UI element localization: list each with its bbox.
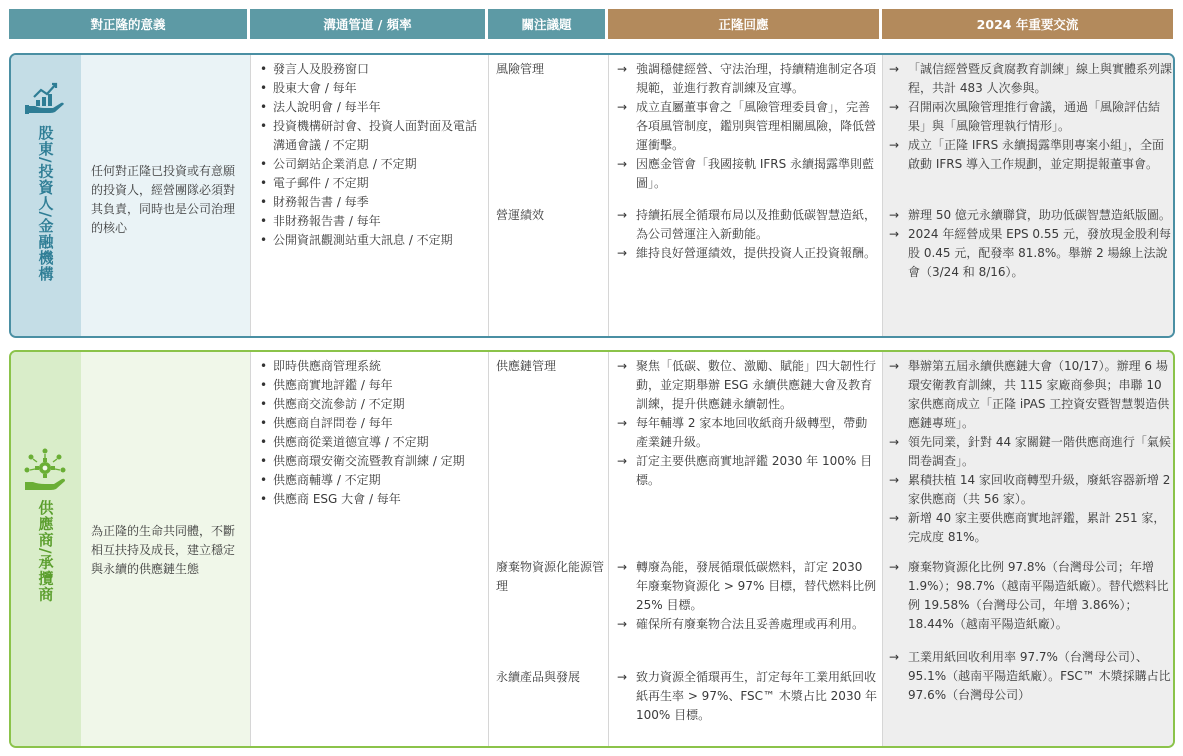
response-item: → 致力資源全循環再生，訂定每年工業用紙回收紙再生率 > 97%、FSC™ 木漿占比 2030 年 100% 目標。 bbox=[616, 668, 878, 725]
response-item: → 訂定主要供應商實地評鑑 2030 年 100% 目標。 bbox=[616, 452, 878, 490]
exchanges-risk-management bbox=[888, 60, 1172, 174]
response-item: → 轉廢為能，發展循環低碳燃料，訂定 2030 年廢棄物資源化 > 97% 目標，替代燃料比例 25% 目標。 bbox=[616, 558, 878, 615]
response-risk-management bbox=[616, 60, 878, 193]
shareholders-channels bbox=[259, 60, 487, 250]
channel-item: • 供應商輔導 / 不定期 bbox=[259, 471, 487, 490]
exchange-item: → 領先同業，針對 44 家關鍵一階供應商進行「氣候問卷調查」。 bbox=[888, 433, 1172, 471]
channel-item: • 供應商從業道德宣導 / 不定期 bbox=[259, 433, 487, 452]
response-item: → 聚焦「低碳、數位、激勵、賦能」四大韌性行動，並定期舉辦 ESG 永續供應鏈大會及教育訓練，提升供應鏈永續韌性。 bbox=[616, 357, 878, 414]
exchange-item: → 新增 40 家主要供應商實地評鑑，累計 251 家，完成度 81%。 bbox=[888, 509, 1172, 547]
shareholders-block bbox=[9, 53, 1175, 338]
shareholders-category-label: 股東/投資人/金融機構 bbox=[36, 125, 55, 282]
shareholders-category bbox=[11, 75, 79, 282]
topic-sustainable-products: 永續產品與發展 bbox=[496, 670, 581, 684]
header-exchanges: 2024 年重要交流 bbox=[882, 9, 1173, 39]
header-response: 正隆回應 bbox=[608, 9, 879, 39]
response-item: → 因應金管會「我國接軌 IFRS 永續揭露準則藍圖」。 bbox=[616, 155, 878, 193]
channel-item: • 公開資訊觀測站重大訊息 / 不定期 bbox=[259, 231, 487, 250]
response-waste-energy bbox=[616, 558, 878, 634]
response-operating-performance bbox=[616, 206, 878, 263]
exchanges-waste-energy bbox=[888, 558, 1172, 634]
response-item: → 維持良好營運績效，提供投資人正投資報酬。 bbox=[616, 244, 878, 263]
header-meaning: 對正隆的意義 bbox=[9, 9, 247, 39]
response-item: → 持續拓展全循環布局以及推動低碳智慧造紙，為公司營運注入新動能。 bbox=[616, 206, 878, 244]
header-channels: 溝通管道 / 頻率 bbox=[250, 9, 485, 39]
channel-item: • 公司網站企業消息 / 不定期 bbox=[259, 155, 487, 174]
response-item: → 每年輔導 2 家本地回收紙商升級轉型，帶動產業鏈升級。 bbox=[616, 414, 878, 452]
header-topics: 關注議題 bbox=[488, 9, 605, 39]
suppliers-category bbox=[11, 448, 79, 602]
channel-item: • 法人說明會 / 每半年 bbox=[259, 98, 487, 117]
exchange-item: → 廢棄物資源化比例 97.8%（台灣母公司；年增 1.9%）；98.7%（越南平陽造紙廠）。替代燃料比例 19.58%（台灣母公司，年增 3.86%）；18.44%（越南平陽造紙廠）。 bbox=[888, 558, 1172, 634]
exchange-item: → 2024 年經營成果 EPS 0.55 元，發放現金股利每股 0.45 元，配發率 81.8%。舉辦 2 場線上法說會（3/24 和 8/16）。 bbox=[888, 225, 1172, 282]
exchange-item: → 「誠信經營暨反貪腐教育訓練」線上與實體系列課程，共計 483 人次參與。 bbox=[888, 60, 1172, 98]
exchange-item: → 召開兩次風險管理推行會議，通過「風險評估結果」與「風險管理執行情形」。 bbox=[888, 98, 1172, 136]
channel-item: • 供應商環安衛交流暨教育訓練 / 定期 bbox=[259, 452, 487, 471]
supplier-gear-network-icon bbox=[22, 448, 68, 494]
channel-item: • 非財務報告書 / 每年 bbox=[259, 212, 487, 231]
shareholders-meaning: 任何對正隆已投資或有意願的投資人，經營團隊必須對其負責，同時也是公司治理的核心 bbox=[91, 164, 236, 235]
channel-item: • 財務報告書 / 每季 bbox=[259, 193, 487, 212]
topic-risk-management: 風險管理 bbox=[496, 62, 545, 76]
exchanges-sustainable-products bbox=[888, 648, 1172, 705]
response-sustainable-products bbox=[616, 668, 878, 725]
response-item: → 強調穩健經營、守法治理，持續精進制定各項規範，並進行教育訓練及宣導。 bbox=[616, 60, 878, 98]
channel-item: • 即時供應商管理系統 bbox=[259, 357, 487, 376]
suppliers-channels bbox=[259, 357, 487, 509]
channel-item: • 供應商交流參訪 / 不定期 bbox=[259, 395, 487, 414]
exchanges-operating-performance bbox=[888, 206, 1172, 282]
channel-item: • 投資機構研討會、投資人面對面及電話溝通會議 / 不定期 bbox=[259, 117, 487, 155]
channel-item: • 供應商實地評鑑 / 每年 bbox=[259, 376, 487, 395]
suppliers-category-label: 供應商/承攬商 bbox=[36, 500, 55, 603]
topic-operating-performance: 營運績效 bbox=[496, 208, 545, 222]
suppliers-block bbox=[9, 350, 1175, 748]
exchange-item: → 工業用紙回收利用率 97.7%（台灣母公司）、95.1%（越南平陽造紙廠）。FSC™ 木漿採購占比 97.6%（台灣母公司） bbox=[888, 648, 1172, 705]
response-item: → 確保所有廢棄物合法且妥善處理或再利用。 bbox=[616, 615, 878, 634]
topic-supply-chain: 供應鏈管理 bbox=[496, 359, 557, 373]
response-item: → 成立直屬董事會之「風險管理委員會」，完善各項風管制度，鑑別與管理相關風險，降低營運衝擊。 bbox=[616, 98, 878, 155]
channel-item: • 供應商 ESG 大會 / 每年 bbox=[259, 490, 487, 509]
suppliers-meaning: 為正隆的生命共同體，不斷相互扶持及成長，建立穩定與永續的供應鏈生態 bbox=[91, 524, 236, 576]
channel-item: • 供應商自評問卷 / 每年 bbox=[259, 414, 487, 433]
channel-item: • 電子郵件 / 不定期 bbox=[259, 174, 487, 193]
exchange-item: → 成立「正隆 IFRS 永續揭露準則專案小組」，全面啟動 IFRS 導入工作規劃，並定期提報董事會。 bbox=[888, 136, 1172, 174]
exchange-item: → 舉辦第五屆永續供應鏈大會（10/17）。辦理 6 場環安衛教育訓練，共 115 家廠商參與；串聯 10 家供應商成立「正隆 iPAS 工控資安暨智慧製造供應鏈專班」。 bbox=[888, 357, 1172, 433]
topic-waste-energy: 廢棄物資源化能源管理 bbox=[496, 560, 605, 593]
channel-item: • 發言人及股務窗口 bbox=[259, 60, 487, 79]
investor-hand-chart-icon bbox=[23, 75, 67, 119]
channel-item: • 股東大會 / 每年 bbox=[259, 79, 487, 98]
exchanges-supply-chain bbox=[888, 357, 1172, 547]
response-supply-chain bbox=[616, 357, 878, 490]
exchange-item: → 累積扶植 14 家回收商轉型升級，廢紙容器新增 2 家供應商（共 56 家）。 bbox=[888, 471, 1172, 509]
exchange-item: → 辦理 50 億元永續聯貸，助功低碳智慧造紙版圖。 bbox=[888, 206, 1172, 225]
